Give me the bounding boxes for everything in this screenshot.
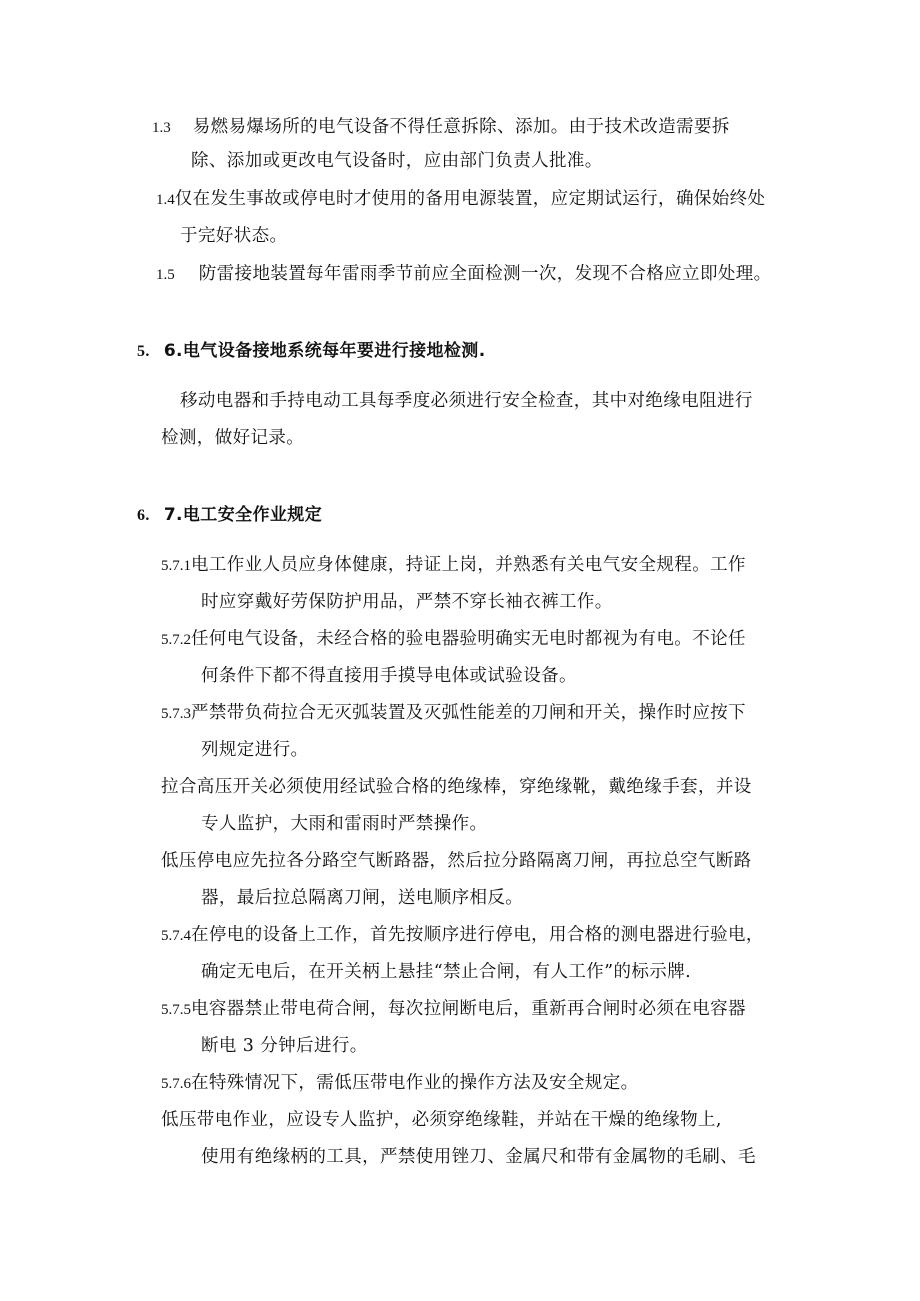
- rule-5-7-4-line-2: [201, 960, 691, 984]
- rule-5-7-3-line-1: [161, 701, 746, 726]
- live-work-para-line-2: [201, 1145, 756, 1169]
- rule-5-7-6-number: 5.7.6: [161, 1076, 191, 1092]
- item-1-4-line-1: [156, 187, 765, 212]
- rule-5-7-1-text: 电工作业人员应身体健康，持证上岗，并熟悉有关电气安全规程。工作: [191, 555, 746, 575]
- section-5-title: 6.电气设备接地系统每年要进行接地检测.: [163, 341, 486, 361]
- section-6-title: 7.电工安全作业规定: [163, 505, 323, 525]
- rule-5-7-1-continuation: 时应穿戴好劳保防护用品，严禁不穿长袖衣裤工作。: [201, 592, 613, 612]
- rule-5-7-5-text: 电容器禁止带电荷合闸，每次拉闸断电后，重新再合闸时必须在电容器: [191, 999, 746, 1019]
- rule-5-7-5-line-1: [161, 997, 746, 1022]
- item-1-3-line-1: [152, 115, 730, 140]
- rule-5-7-1-line-1: [161, 553, 746, 578]
- item-1-3-text: 易燃易爆场所的电气设备不得任意拆除、添加。由于技术改造需要拆: [192, 117, 730, 137]
- rule-5-7-2-line-2: [201, 664, 577, 688]
- rule-5-7-3-continuation: 列规定进行。: [201, 740, 309, 760]
- section-6-heading: [137, 503, 322, 528]
- item-1-3-number: 1.3: [152, 120, 171, 136]
- section-5-para-line-2: [161, 426, 304, 450]
- section-5-heading: [137, 339, 486, 364]
- rule-5-7-2-number: 5.7.2: [161, 632, 191, 648]
- rule-5-7-4-text: 在停电的设备上工作，首先按顺序进行停电，用合格的测电器进行验电，: [191, 925, 764, 945]
- rule-5-7-4-continuation: 确定无电后，在开关柄上悬挂“禁止合闸，有人工作”的标示牌.: [201, 962, 692, 982]
- low-voltage-para-text: 低压停电应先拉各分路空气断路器，然后拉分路隔离刀闸，再拉总空气断路: [161, 851, 752, 871]
- item-1-4-line-2: [180, 224, 287, 248]
- rule-5-7-2-text: 任何电气设备，未经合格的验电器验明确实无电时都视为有电。不论任: [191, 629, 746, 649]
- item-1-3-continuation: 除、添加或更改电气设备时，应由部门负责人批准。: [191, 151, 603, 171]
- rule-5-7-1-number: 5.7.1: [161, 558, 191, 574]
- rule-5-7-4-line-1: [161, 923, 764, 948]
- rule-5-7-5-line-2: [201, 1034, 368, 1058]
- section-5-para-text: 移动电器和手持电动工具每季度必须进行安全检查，其中对绝缘电阻进行: [180, 391, 753, 411]
- item-1-4-continuation: 于完好状态。: [180, 226, 288, 246]
- item-1-4-number: 1.4: [156, 192, 175, 208]
- item-1-3-line-2: [191, 149, 603, 173]
- high-voltage-para-text: 拉合高压开关必须使用经试验合格的绝缘棒，穿绝缘靴，戴绝缘手套，并设: [161, 777, 752, 797]
- rule-5-7-6-text: 在特殊情况下，需低压带电作业的操作方法及安全规定。: [191, 1073, 639, 1093]
- rule-5-7-2-line-1: [161, 627, 746, 652]
- rule-5-7-2-continuation: 何条件下都不得直接用手摸导电体或试验设备。: [201, 666, 577, 686]
- section-5-para-continuation: 检测，做好记录。: [161, 428, 305, 448]
- live-work-para-line-1: [161, 1108, 722, 1132]
- section-6-number: 6.: [137, 507, 150, 524]
- rule-5-7-1-line-2: [201, 590, 613, 614]
- live-work-para-text: 低压带电作业，应设专人监护，必须穿绝缘鞋，并站在干燥的绝缘物上,: [161, 1110, 722, 1130]
- rule-5-7-3-line-2: [201, 738, 308, 762]
- rule-5-7-3-number: 5.7.3: [161, 706, 191, 722]
- high-voltage-para-line-1: [161, 775, 752, 799]
- item-1-4-text: 仅在发生事故或停电时才使用的备用电源装置，应定期试运行，确保始终处: [174, 189, 766, 209]
- low-voltage-para-continuation: 器，最后拉总隔离刀闸，送电顺序相反。: [201, 888, 524, 908]
- rule-5-7-4-number: 5.7.4: [161, 928, 191, 944]
- live-work-para-continuation: 使用有绝缘柄的工具，严禁使用锉刀、金属尺和带有金属物的毛刷、毛: [201, 1147, 756, 1167]
- section-5-number: 5.: [137, 343, 150, 360]
- low-voltage-para-line-1: [161, 849, 752, 873]
- rule-5-7-3-text: 严禁带负荷拉合无灭弧装置及灭弧性能差的刀闸和开关，操作时应按下: [191, 703, 746, 723]
- item-1-5-number: 1.5: [156, 267, 175, 283]
- rule-5-7-5-continuation: 断电 3 分钟后进行。: [201, 1036, 368, 1056]
- rule-5-7-5-number: 5.7.5: [161, 1002, 191, 1018]
- section-5-para-line-1: [180, 389, 753, 413]
- low-voltage-para-line-2: [201, 886, 523, 910]
- item-1-5-text: 防雷接地装置每年雷雨季节前应全面检测一次，发现不合格应立即处理。: [198, 264, 772, 284]
- item-1-5-line-1: [156, 262, 772, 287]
- rule-5-7-6-line-1: [161, 1071, 639, 1096]
- high-voltage-para-line-2: [201, 812, 487, 836]
- high-voltage-para-continuation: 专人监护，大雨和雷雨时严禁操作。: [201, 814, 488, 834]
